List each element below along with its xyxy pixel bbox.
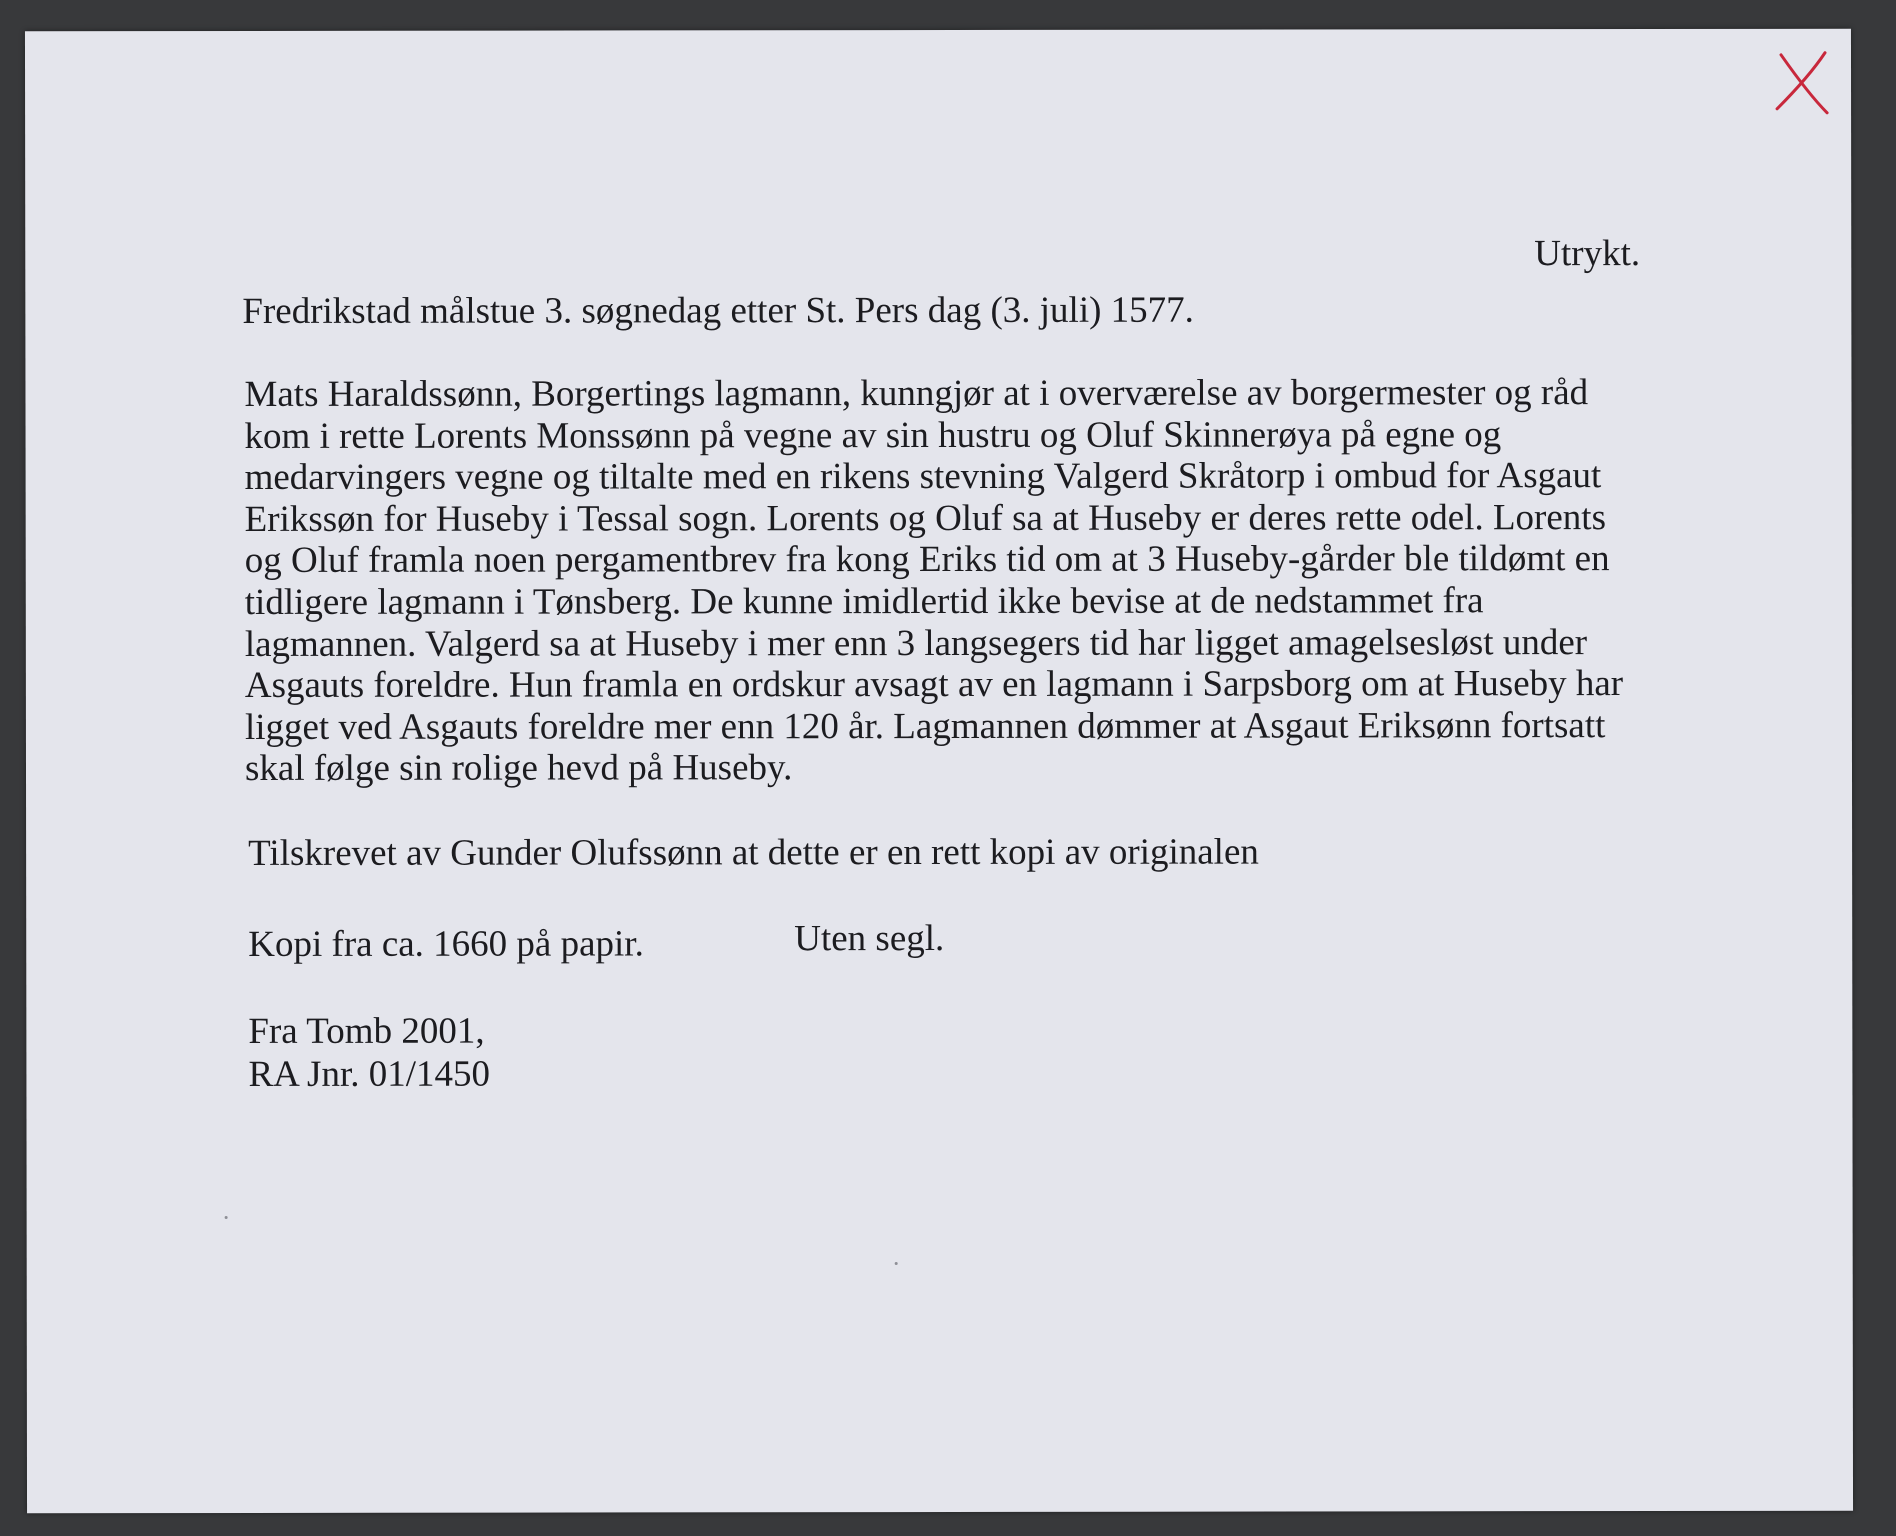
journal-number: RA Jnr. 01/1450 [248, 1053, 491, 1095]
source-line: Fra Tomb 2001, [248, 1010, 485, 1052]
body-line: tidligere lagmann i Tønsberg. De kunne imidlertid ikke bevise at de nedstammet fra [244, 580, 1484, 623]
body-paragraph [244, 372, 1665, 790]
tilskrevet-note: Tilskrevet av Gunder Olufssønn at dette er en rett kopi av originalen [248, 831, 1259, 874]
seal-note: Uten segl. [794, 917, 945, 960]
body-line: ligget ved Asgauts foreldre mer enn 120 år. Lagmannen dømmer at Asgaut Eriksønn fortsatt [244, 704, 1606, 748]
body-line: Erikssøn for Huseby i Tessal sogn. Lorents og Oluf sa at Huseby er deres rette odel. Lorents [244, 496, 1606, 540]
red-x-mark [1767, 47, 1837, 117]
paper-speck [225, 1216, 228, 1219]
document-page [25, 29, 1853, 1514]
document-title: Fredrikstad målstue 3. søgnedag etter St. Pers dag (3. juli) 1577. [242, 289, 1194, 332]
body-line: Asgauts foreldre. Hun framla en ordskur avsagt av en lagmann i Sarpsborg om at Huseby har [244, 663, 1624, 707]
status-note: Utrykt. [1534, 233, 1641, 275]
copy-note: Kopi fra ca. 1660 på papir. [248, 923, 644, 965]
body-line: og Oluf framla noen pergamentbrev fra kong Eriks tid om at 3 Huseby-gårder ble tildømt en [244, 538, 1610, 582]
paper-speck [895, 1262, 898, 1265]
body-line: lagmannen. Valgerd sa at Huseby i mer enn 3 langsegers tid har ligget amagelsesløst under [244, 621, 1588, 665]
body-line: skal følge sin rolige hevd på Huseby. [244, 747, 793, 790]
body-line: kom i rette Lorents Monssønn på vegne av sin hustru og Oluf Skinnerøya på egne og [244, 413, 1502, 457]
body-line: medarvingers vegne og tiltalte med en rikens stevning Valgerd Skråtorp i ombud for Asgaut [244, 455, 1602, 499]
body-line: Mats Haraldssønn, Borgertings lagmann, kunngjør at i overværelse av borgermester og råd [244, 372, 1589, 415]
